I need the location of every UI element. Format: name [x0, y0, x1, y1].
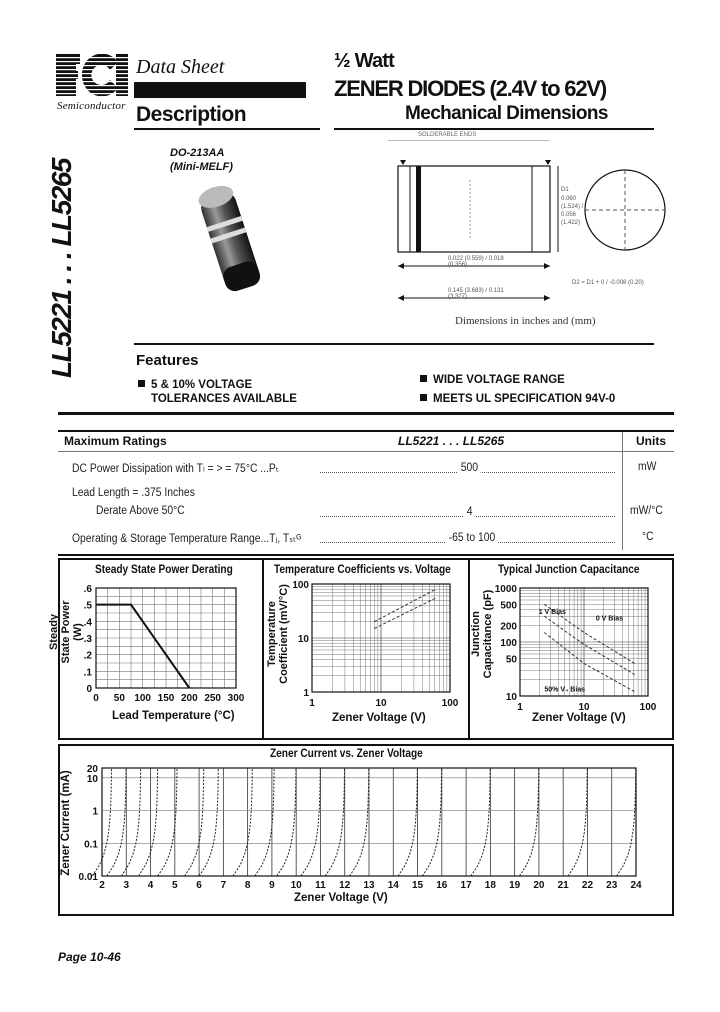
row-rule [58, 451, 674, 452]
rating-label: Lead Length = .375 Inches [72, 487, 195, 499]
solderable-ends-label: SOLDERABLE ENDS [418, 132, 477, 138]
series-line [374, 598, 435, 628]
features-title: Features [136, 352, 199, 369]
x-tick-label: 150 [157, 693, 175, 704]
x-tick-label: 4 [147, 880, 154, 890]
zener-current-chart [62, 760, 670, 890]
zener-curve [185, 768, 204, 876]
chart-title: Temperature Coefficients vs. Voltage [274, 564, 451, 576]
doc-type: Data Sheet [136, 56, 225, 78]
x-tick-label: 100 [639, 702, 657, 713]
zener-curve [568, 768, 587, 876]
y-tick-label: 0 [86, 684, 92, 695]
x-tick-label: 9 [269, 880, 275, 890]
y-axis-label: Temperature Coefficient (mV/°C) [266, 584, 290, 684]
part-range-vertical: LL5221 . . . LL5265 [46, 159, 77, 378]
ratings-units: Units [636, 434, 666, 448]
rating-label: Operating & Storage Temperature Range...Tⱼ, Tₛₜᴳ [72, 533, 302, 545]
power-title: ½ Watt [334, 50, 395, 72]
panel-divider [262, 558, 264, 740]
x-tick-label: 3 [123, 880, 130, 890]
x-tick-label: 100 [441, 698, 459, 709]
zener-curve [325, 768, 344, 876]
divider [134, 128, 320, 130]
y-axis-label: Steady State Power (W) [48, 600, 84, 664]
product-title: ZENER DIODES (2.4V to 62V) [334, 76, 606, 101]
rating-unit: mW [638, 461, 657, 473]
x-tick-label: 8 [244, 880, 251, 890]
header-bar [134, 82, 306, 98]
page-number: Page 10-46 [58, 950, 121, 964]
x-tick-label: 20 [533, 880, 545, 890]
y-tick-label: 100 [500, 638, 517, 649]
y-tick-label: 10 [505, 692, 517, 703]
bullet-icon [138, 380, 145, 387]
x-tick-label: 11 [315, 880, 326, 890]
bullet-icon [420, 375, 427, 382]
zener-curve [158, 768, 177, 876]
zener-curve [277, 768, 296, 876]
x-axis-label: Zener Voltage (V) [332, 712, 426, 724]
y-tick-label: 50 [505, 654, 517, 666]
l1-values: 0.022 (0.559) / 0.018 (0.356) [448, 256, 504, 268]
zener-curve [617, 768, 636, 876]
bullet-icon [420, 394, 427, 401]
rating-value: 4 [464, 506, 475, 518]
package-label [170, 146, 233, 174]
y-tick-label: 0.1 [84, 839, 98, 851]
x-tick-label: 23 [606, 880, 618, 890]
diode-photo [192, 180, 272, 300]
x-axis-label: Zener Voltage (V) [532, 712, 626, 724]
annotation: 1 V Bias [538, 609, 566, 617]
series-line [544, 632, 634, 691]
annotation: 50% V₄ Bias [544, 686, 586, 694]
y-tick-label: 0.01 [78, 872, 98, 883]
d1-values: 0.060 (1.524) / 0.056 (1.422) [561, 196, 584, 226]
feature-item: MEETS UL SPECIFICATION 94V-0 [433, 393, 616, 405]
x-tick-label: 0 [93, 693, 99, 704]
x-tick-label: 10 [578, 702, 590, 713]
series-line [544, 616, 634, 674]
x-tick-label: 18 [484, 880, 496, 890]
feature-item: TOLERANCES AVAILABLE [151, 393, 297, 405]
rating-label: Derate Above 50°C [96, 505, 185, 517]
x-tick-label: 200 [180, 693, 198, 704]
fci-logo [56, 54, 128, 96]
x-tick-label: 24 [630, 880, 642, 890]
divider [134, 343, 654, 345]
d2-formula: D2 = D1 + 0 / -0.008 (0.20) [572, 280, 644, 286]
y-tick-label: 10 [86, 773, 98, 785]
x-tick-label: 6 [196, 880, 202, 890]
y-tick-label: 1 [92, 806, 98, 818]
zener-curve [471, 768, 490, 876]
rating-unit: mW/°C [630, 505, 663, 517]
column-rule [622, 432, 623, 550]
description-title: Description [136, 103, 247, 126]
zener-curve [519, 768, 538, 876]
x-tick-label: 50 [113, 693, 125, 704]
x-tick-label: 300 [227, 693, 245, 704]
y-tick-label: 20 [86, 764, 98, 775]
rating-unit: °C [642, 531, 654, 543]
x-axis-label: Zener Voltage (V) [294, 892, 388, 904]
length-values: 0.145 (3.683) / 0.131 (3.327) [448, 288, 504, 300]
zener-curve [301, 768, 320, 876]
dimensions-note: Dimensions in inches and (mm) [455, 315, 596, 327]
x-tick-label: 100 [134, 693, 152, 704]
chart-title: Steady State Power Derating [95, 564, 233, 576]
rating-label: DC Power Dissipation with Tₗ = > = 75°C ...Pₜ [72, 463, 279, 475]
y-axis-label: Junction Capacitance (pF) [470, 589, 494, 679]
zener-curve [138, 768, 157, 876]
x-tick-label: 19 [509, 880, 521, 890]
x-tick-label: 12 [339, 880, 351, 890]
x-tick-label: 21 [557, 880, 569, 890]
y-tick-label: .5 [83, 600, 92, 612]
y-axis-label: Zener Current (mA) [60, 770, 72, 876]
package-alias: (Mini-MELF) [170, 161, 233, 173]
y-tick-label: 1 [303, 688, 309, 699]
y-tick-label: .4 [83, 617, 92, 629]
x-tick-label: 10 [290, 880, 302, 890]
rating-value: 500 [458, 462, 481, 474]
package-type: DO-213AA [170, 147, 225, 159]
y-tick-label: 200 [500, 621, 517, 633]
y-tick-label: 500 [500, 600, 517, 612]
y-tick-label: 100 [292, 580, 309, 591]
logo-subtitle: Semiconductor [57, 100, 126, 112]
ratings-part: LL5221 . . . LL5265 [398, 434, 505, 448]
feature-item: 5 & 10% VOLTAGE [151, 379, 253, 391]
y-tick-label: .2 [83, 650, 92, 662]
divider [334, 128, 654, 130]
feature-left [138, 378, 297, 406]
x-tick-label: 17 [460, 880, 472, 890]
mechanical-title: Mechanical Dimensions [405, 103, 608, 124]
x-tick-label: 22 [581, 880, 594, 890]
chart-title: Zener Current vs. Zener Voltage [270, 748, 423, 760]
d1-label: D1 [561, 187, 569, 193]
zener-curve [422, 768, 441, 876]
x-tick-label: 14 [387, 880, 399, 890]
feature-item: WIDE VOLTAGE RANGE [433, 374, 565, 386]
x-tick-label: 1 [309, 698, 315, 709]
zener-curve [233, 768, 252, 876]
x-tick-label: 15 [411, 880, 424, 890]
y-tick-label: 10 [297, 634, 309, 645]
x-tick-label: 10 [375, 698, 387, 709]
x-tick-label: 13 [363, 880, 375, 890]
annotation: 0 V Bias [595, 615, 624, 623]
ratings-header: Maximum Ratings [64, 434, 167, 448]
x-tick-label: 5 [172, 880, 178, 890]
divider [58, 412, 674, 415]
zener-curve [255, 768, 274, 876]
zener-curve [398, 768, 417, 876]
x-axis-label: Lead Temperature (°C) [112, 710, 235, 722]
zener-curve [350, 768, 369, 876]
x-tick-label: 1 [517, 702, 523, 713]
rating-value: -65 to 100 [446, 532, 498, 544]
y-tick-label: 1000 [494, 584, 517, 595]
chart-title: Typical Junction Capacitance [498, 564, 640, 576]
feature-right [420, 373, 615, 406]
x-tick-label: 16 [436, 880, 448, 890]
y-tick-label: .6 [83, 584, 92, 595]
x-tick-label: 7 [220, 880, 227, 890]
x-tick-label: 2 [99, 880, 105, 890]
y-tick-label: .3 [83, 634, 92, 645]
x-tick-label: 250 [204, 693, 222, 704]
y-tick-label: .1 [83, 667, 92, 679]
